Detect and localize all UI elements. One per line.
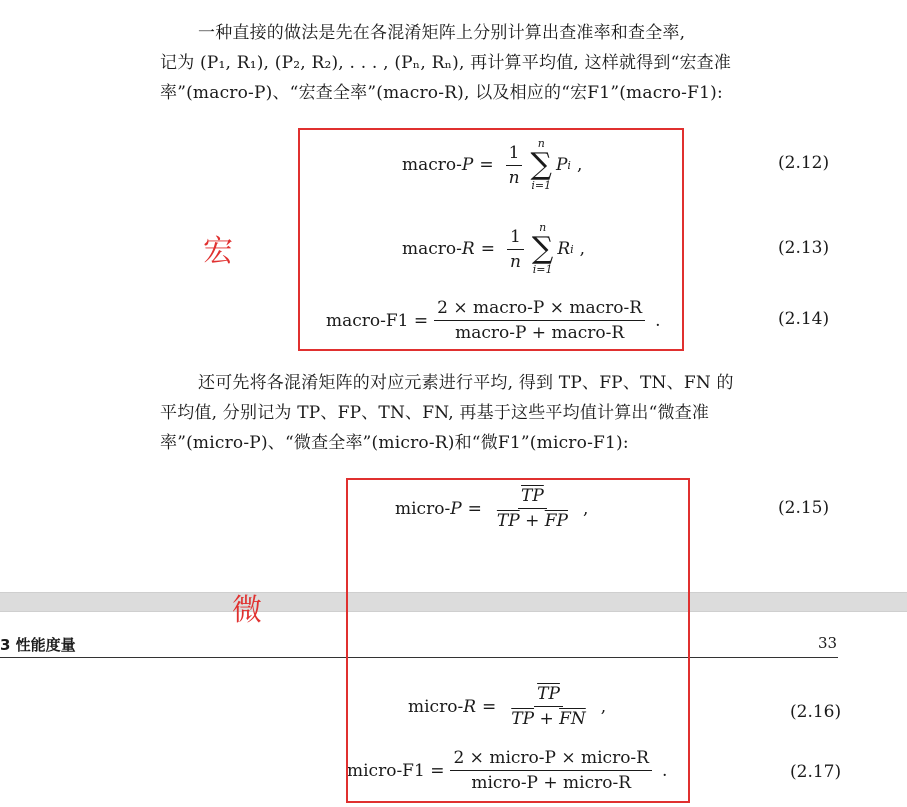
equation-number-2-12: (2.12) <box>778 153 830 173</box>
paragraph-micro-intro <box>160 368 832 458</box>
text-line: 率”(micro-P)、“微查全率”(micro-R)和“微F1”(micro-F1): <box>160 433 629 453</box>
text-line: 还可先将各混淆矩阵的对应元素进行平均, 得到 TP、FP、TN、FN 的 <box>198 373 734 393</box>
text-line: 记为 (P₁, R₁), (P₂, R₂), . . . , (Pₙ, Rₙ), 再计算平均值, 这样就得到“宏查准 <box>160 53 732 73</box>
equation-macro-f1: macro-F1 = $\frac{\text{2 × macro-P × macro-R}}{\text{macro-P + macro-R}}$ . <box>326 298 661 343</box>
paragraph-macro-intro <box>160 18 832 108</box>
text-line: 率”(macro-P)、“宏查全率”(macro-R), 以及相应的“宏F1”(macro-F1): <box>160 83 723 103</box>
macro-highlight-box <box>298 128 684 351</box>
micro-highlight-box <box>346 478 690 803</box>
equation-number-2-16: (2.16) <box>790 702 842 722</box>
equation-macro-p: macro- P = $\frac{1}{n}$ n ∑ i=1 P i , <box>402 137 583 192</box>
equation-number-2-13: (2.13) <box>778 238 830 258</box>
running-header: 3 性能度量 <box>0 636 76 654</box>
equation-micro-f1: micro-F1 = $\frac{\text{2 × micro-P × micro-R}}{\text{micro-P + micro-R}}$ . <box>347 748 668 793</box>
equation-micro-p: micro- P = $\frac{\overline{TP}}{\overline{TP} + \overline{FP}}$ , <box>395 486 589 531</box>
text-line: 一种直接的做法是先在各混淆矩阵上分别计算出查准率和查全率, <box>198 23 686 43</box>
equation-number-2-17: (2.17) <box>790 762 842 782</box>
text-line: 平均值, 分别记为 TP、FP、TN、FN, 再基于这些平均值计算出“微查准 <box>160 403 710 423</box>
equation-number-2-15: (2.15) <box>778 498 830 518</box>
equation-number-2-14: (2.14) <box>778 309 830 329</box>
equation-micro-r: micro- R = $\frac{\overline{TP}}{\overline{TP} + \overline{FN}}$ , <box>408 684 607 729</box>
macro-annotation: 宏 <box>203 234 233 269</box>
micro-annotation: 微 <box>232 593 262 628</box>
page-number: 33 <box>818 634 838 652</box>
equation-macro-r: macro- R = $\frac{1}{n}$ n ∑ i=1 R i , <box>402 221 586 276</box>
